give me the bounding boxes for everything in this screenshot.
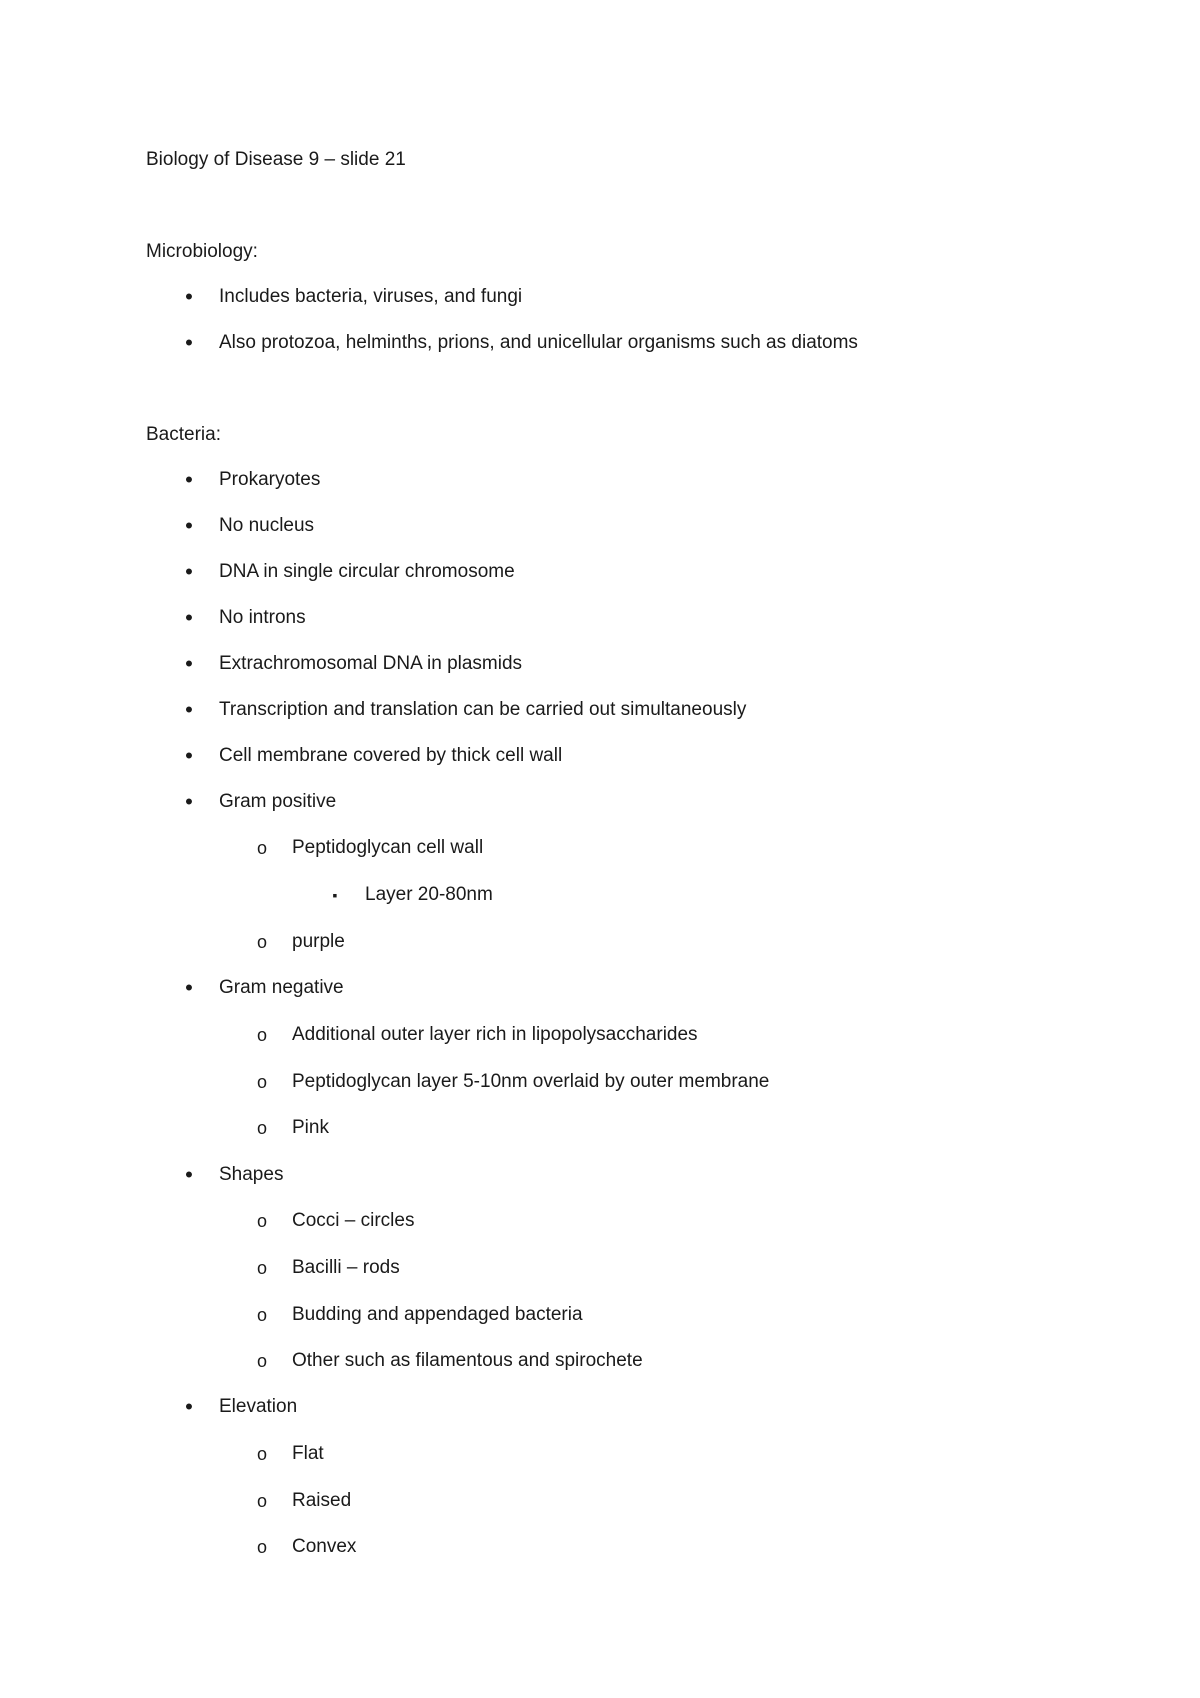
sub-list-item: Flat <box>292 1443 324 1464</box>
list-item: No nucleus <box>219 515 315 536</box>
section-heading-microbiology: Microbiology: <box>146 241 258 262</box>
list-item: Elevation <box>219 1396 298 1417</box>
sub-bullet-marker: o <box>256 1537 267 1557</box>
bullet-marker: • <box>185 651 193 676</box>
list-item: Extrachromosomal DNA in plasmids <box>219 653 523 674</box>
sub-bullet-marker: o <box>256 1118 267 1138</box>
bullet-marker: • <box>185 789 193 814</box>
sub-bullet-marker: o <box>256 1211 267 1231</box>
sub-bullet-marker: o <box>256 1072 267 1092</box>
bullet-marker: • <box>185 559 193 584</box>
list-item: Gram positive <box>219 791 337 812</box>
sub-bullet-marker: o <box>256 1025 267 1045</box>
bullet-marker: • <box>185 1162 193 1187</box>
bullet-marker: • <box>185 975 193 1000</box>
sub-sub-list-item: Layer 20-80nm <box>365 884 493 905</box>
sub-bullet-marker: o <box>256 1491 267 1511</box>
bullet-marker: • <box>185 284 193 309</box>
list-item: Transcription and translation can be carried out simultaneously <box>219 699 747 720</box>
bullet-marker: • <box>185 605 193 630</box>
sub-list-item: Budding and appendaged bacteria <box>292 1304 583 1325</box>
bullet-marker: • <box>185 697 193 722</box>
sub-list-item: Peptidoglycan cell wall <box>292 837 484 858</box>
document-title: Biology of Disease 9 – slide 21 <box>146 149 406 170</box>
sub-bullet-marker: o <box>256 838 267 858</box>
sub-list-item: Bacilli – rods <box>292 1257 400 1278</box>
bullet-marker: • <box>185 513 193 538</box>
sub-list-item: Other such as filamentous and spirochete <box>292 1350 643 1371</box>
sub-list-item: Pink <box>292 1117 329 1138</box>
sub-bullet-marker: o <box>256 1444 267 1464</box>
list-item: No introns <box>219 607 306 628</box>
sub-list-item: Convex <box>292 1536 357 1557</box>
sub-bullet-marker: o <box>256 1351 267 1371</box>
sub-bullet-marker: o <box>256 932 267 952</box>
bullet-marker: • <box>185 743 193 768</box>
sub-bullet-marker: o <box>256 1305 267 1325</box>
sub-sub-bullet-marker: ▪ <box>332 887 338 903</box>
section-heading-bacteria: Bacteria: <box>146 424 221 445</box>
sub-list-item: purple <box>292 931 345 952</box>
list-item: Cell membrane covered by thick cell wall <box>219 745 563 766</box>
bullet-marker: • <box>185 467 193 492</box>
sub-list-item: Additional outer layer rich in lipopolysaccharides <box>292 1024 698 1045</box>
sub-list-item: Peptidoglycan layer 5-10nm overlaid by outer membrane <box>292 1071 770 1092</box>
bullet-marker: • <box>185 1394 193 1419</box>
sub-list-item: Cocci – circles <box>292 1210 415 1231</box>
bullet-marker: • <box>185 330 193 355</box>
list-item: Also protozoa, helminths, prions, and unicellular organisms such as diatoms <box>219 332 858 353</box>
sub-list-item: Raised <box>292 1490 352 1511</box>
list-item: DNA in single circular chromosome <box>219 561 515 582</box>
list-item: Includes bacteria, viruses, and fungi <box>219 286 523 307</box>
list-item: Shapes <box>219 1164 284 1185</box>
list-item: Prokaryotes <box>219 469 321 490</box>
list-item: Gram negative <box>219 977 344 998</box>
sub-bullet-marker: o <box>256 1258 267 1278</box>
